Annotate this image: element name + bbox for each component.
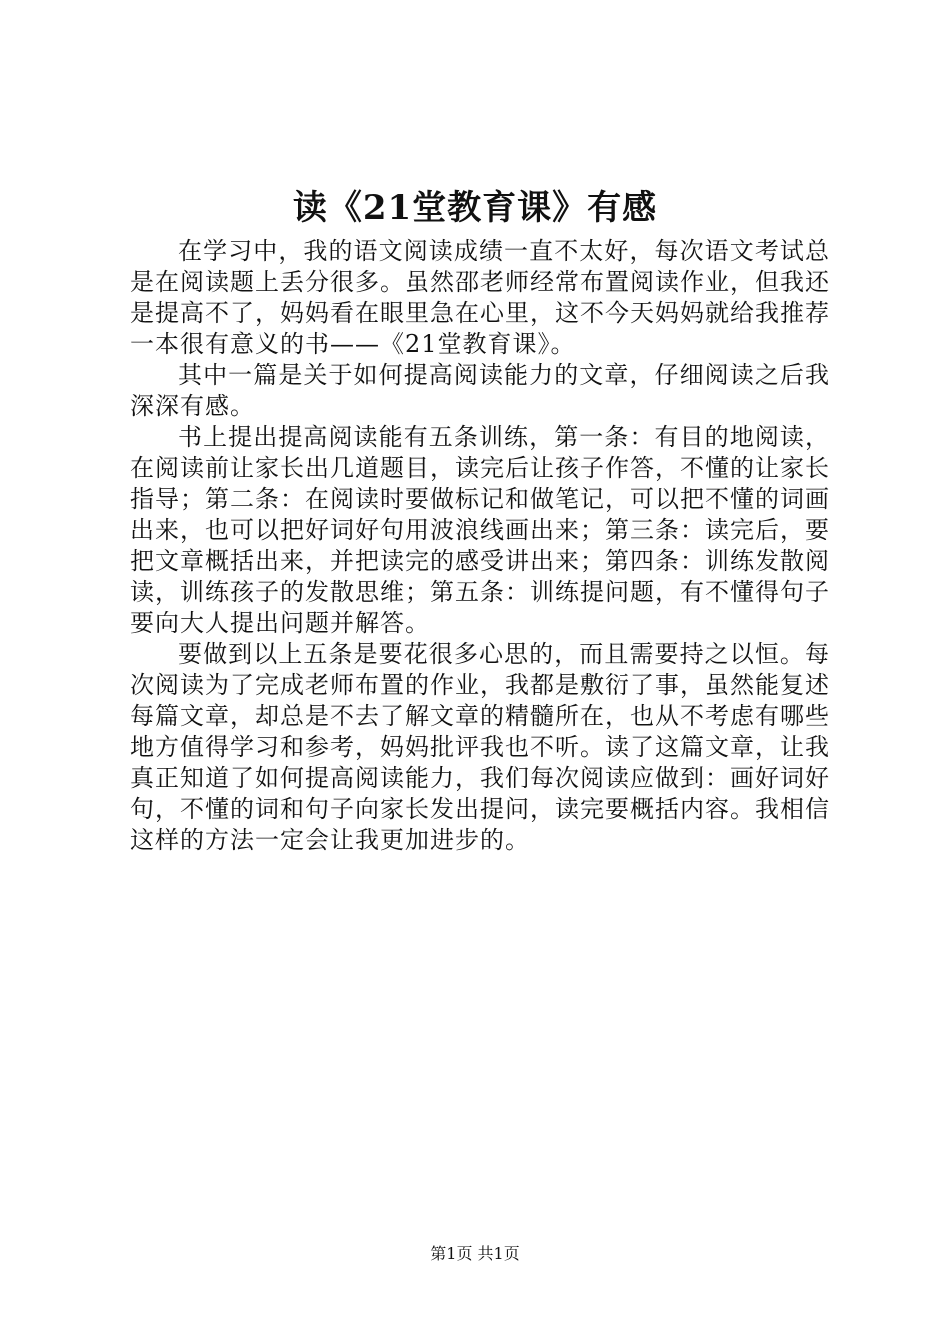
- document-body: [130, 236, 830, 856]
- paragraph-3: 书上提出提高阅读能有五条训练，第一条：有目的地阅读，在阅读前让家长出几道题目，读完后让孩子作答，不懂的让家长指导；第二条：在阅读时要做标记和做笔记，可以把不懂的词画出来，也可以把好词好句用波浪线画出来；第三条：读完后，要把文章概括出来，并把读完的感受讲出来；第四条：训练发散阅读，训练孩子的发散思维；第五条：训练提问题，有不懂得句子要向大人提出问题并解答。: [130, 423, 830, 637]
- paragraph-4: 要做到以上五条是要花很多心思的，而且需要持之以恒。每次阅读为了完成老师布置的作业，我都是敷衍了事，虽然能复述每篇文章，却总是不去了解文章的精髓所在，也从不考虑有哪些地方值得学习和参考，妈妈批评我也不听。读了这篇文章，让我真正知道了如何提高阅读能力，我们每次阅读应做到：画好词好句，不懂的词和句子向家长发出提问，读完要概括内容。我相信这样的方法一定会让我更加进步的。: [130, 640, 830, 854]
- document-title: 读《21堂教育课》有感: [292, 188, 658, 228]
- paragraph-1: 在学习中，我的语文阅读成绩一直不太好，每次语文考试总是在阅读题上丢分很多。虽然邵老师经常布置阅读作业，但我还是提高不了，妈妈看在眼里急在心里，这不今天妈妈就给我推荐一本很有意义的书——《21堂教育课》。: [130, 237, 830, 358]
- page-footer: 第1页 共1页: [430, 1244, 520, 1263]
- paragraph-2: 其中一篇是关于如何提高阅读能力的文章，仔细阅读之后我深深有感。: [130, 361, 830, 420]
